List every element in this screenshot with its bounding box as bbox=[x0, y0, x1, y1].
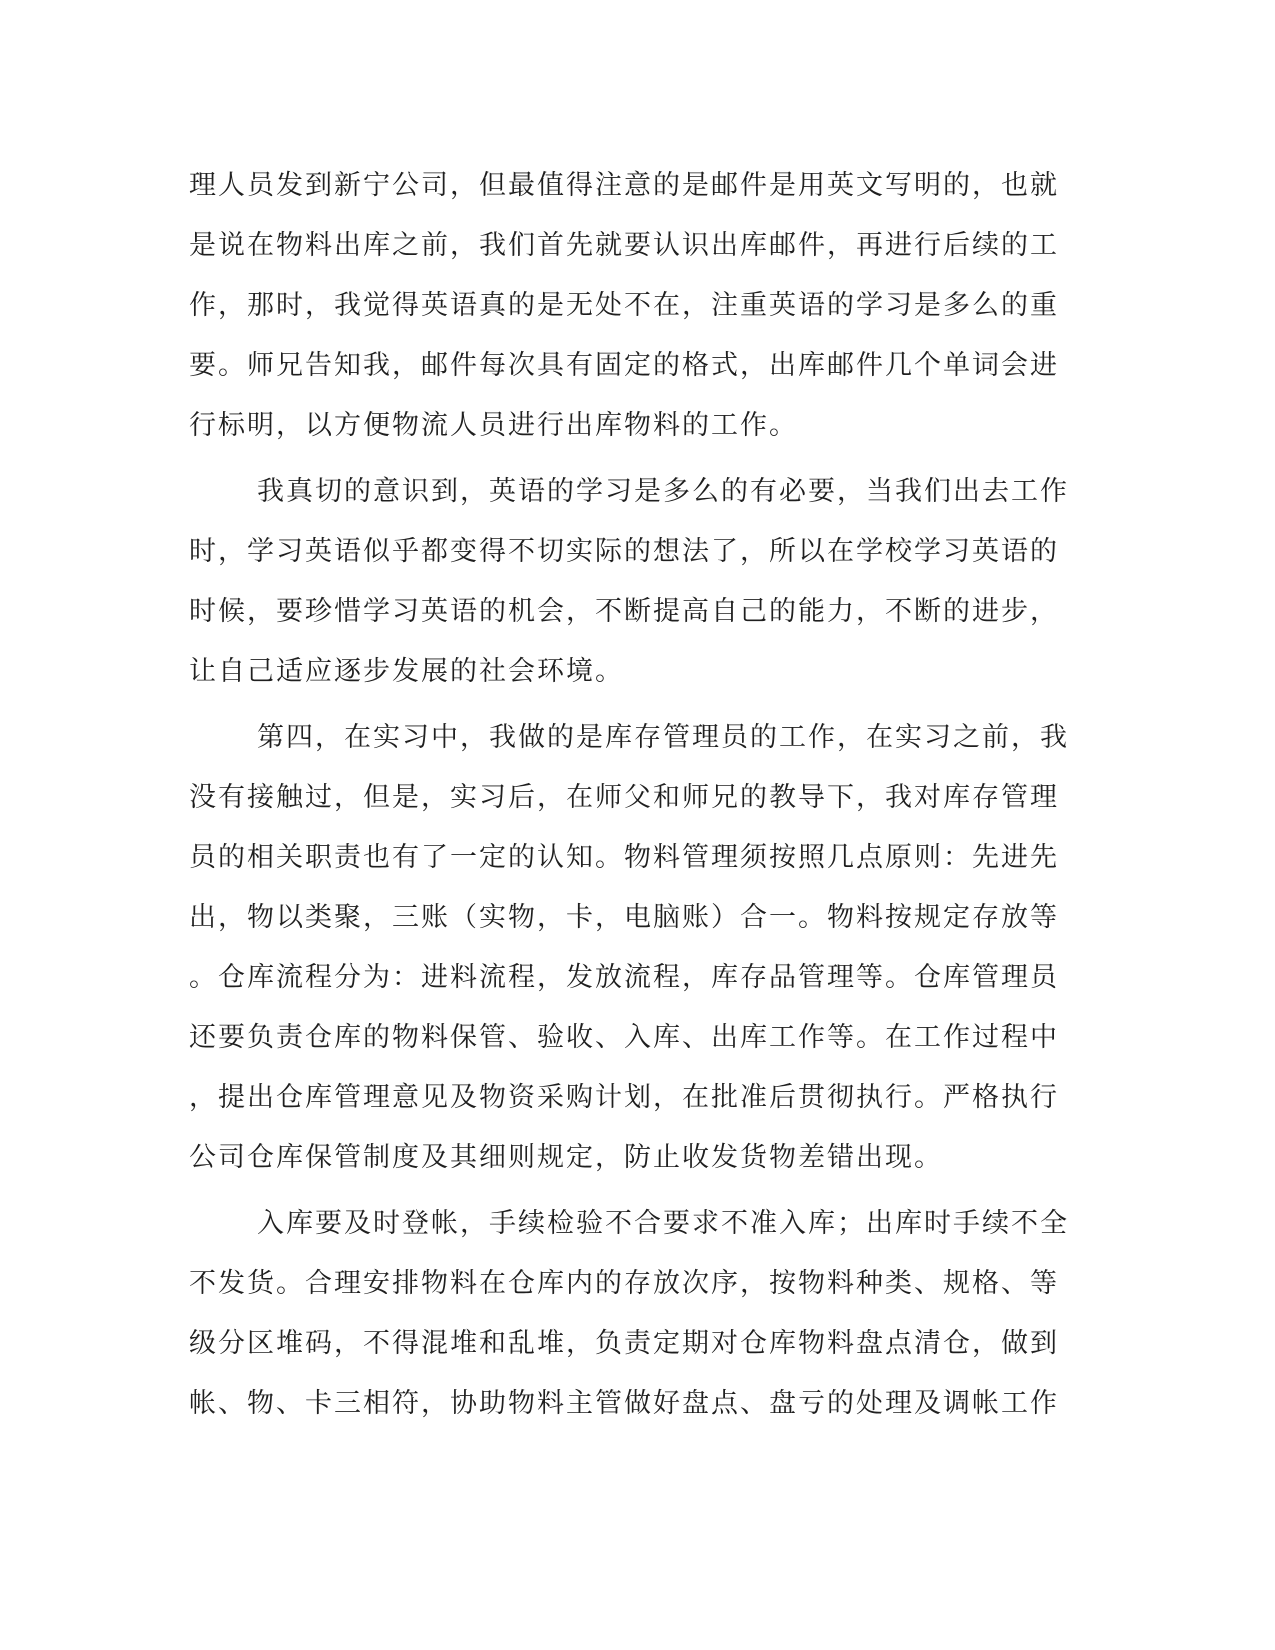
paragraph-2 bbox=[189, 462, 1069, 702]
paragraph-line: 入库要及时登帐，手续检验不合要求不准入库；出库时手续不全 bbox=[257, 1208, 1069, 1239]
paragraph-3 bbox=[189, 708, 1069, 1188]
paragraph-line: 第四，在实习中，我做的是库存管理员的工作，在实习之前，我 bbox=[257, 722, 1069, 753]
paragraph-line: 时候，要珍惜学习英语的机会，不断提高自己的能力，不断的进步， bbox=[189, 596, 1059, 627]
paragraph-line: 还要负责仓库的物料保管、验收、入库、出库工作等。在工作过程中 bbox=[189, 1022, 1059, 1053]
paragraph-line: 让自己适应逐步发展的社会环境。 bbox=[189, 656, 624, 687]
paragraph-line: 要。师兄告知我，邮件每次具有固定的格式，出库邮件几个单词会进 bbox=[189, 350, 1059, 381]
paragraph-line: 公司仓库保管制度及其细则规定，防止收发货物差错出现。 bbox=[189, 1142, 943, 1173]
paragraph-line: 是说在物料出库之前，我们首先就要认识出库邮件，再进行后续的工 bbox=[189, 230, 1059, 261]
paragraph-line: 没有接触过，但是，实习后，在师父和师兄的教导下，我对库存管理 bbox=[189, 782, 1059, 813]
paragraph-4 bbox=[189, 1194, 1069, 1434]
document-body bbox=[189, 156, 1069, 1434]
paragraph-line: 理人员发到新宁公司，但最值得注意的是邮件是用英文写明的，也就 bbox=[189, 170, 1059, 201]
paragraph-line: 员的相关职责也有了一定的认知。物料管理须按照几点原则：先进先 bbox=[189, 842, 1059, 873]
paragraph-line: 作，那时，我觉得英语真的是无处不在，注重英语的学习是多么的重 bbox=[189, 290, 1059, 321]
paragraph-line: ，提出仓库管理意见及物资采购计划，在批准后贯彻执行。严格执行 bbox=[189, 1082, 1059, 1113]
paragraph-line: 时，学习英语似乎都变得不切实际的想法了，所以在学校学习英语的 bbox=[189, 536, 1059, 567]
paragraph-line: 出，物以类聚，三账（实物，卡，电脑账）合一。物料按规定存放等 bbox=[189, 902, 1059, 933]
paragraph-line: 。仓库流程分为：进料流程，发放流程，库存品管理等。仓库管理员 bbox=[189, 962, 1059, 993]
paragraph-line: 帐、物、卡三相符，协助物料主管做好盘点、盘亏的处理及调帐工作 bbox=[189, 1388, 1059, 1419]
paragraph-line: 级分区堆码，不得混堆和乱堆，负责定期对仓库物料盘点清仓，做到 bbox=[189, 1328, 1059, 1359]
paragraph-line: 行标明，以方便物流人员进行出库物料的工作。 bbox=[189, 410, 798, 441]
paragraph-line: 我真切的意识到，英语的学习是多么的有必要，当我们出去工作 bbox=[257, 476, 1069, 507]
paragraph-line: 不发货。合理安排物料在仓库内的存放次序，按物料种类、规格、等 bbox=[189, 1268, 1059, 1299]
paragraph-1 bbox=[189, 156, 1069, 456]
